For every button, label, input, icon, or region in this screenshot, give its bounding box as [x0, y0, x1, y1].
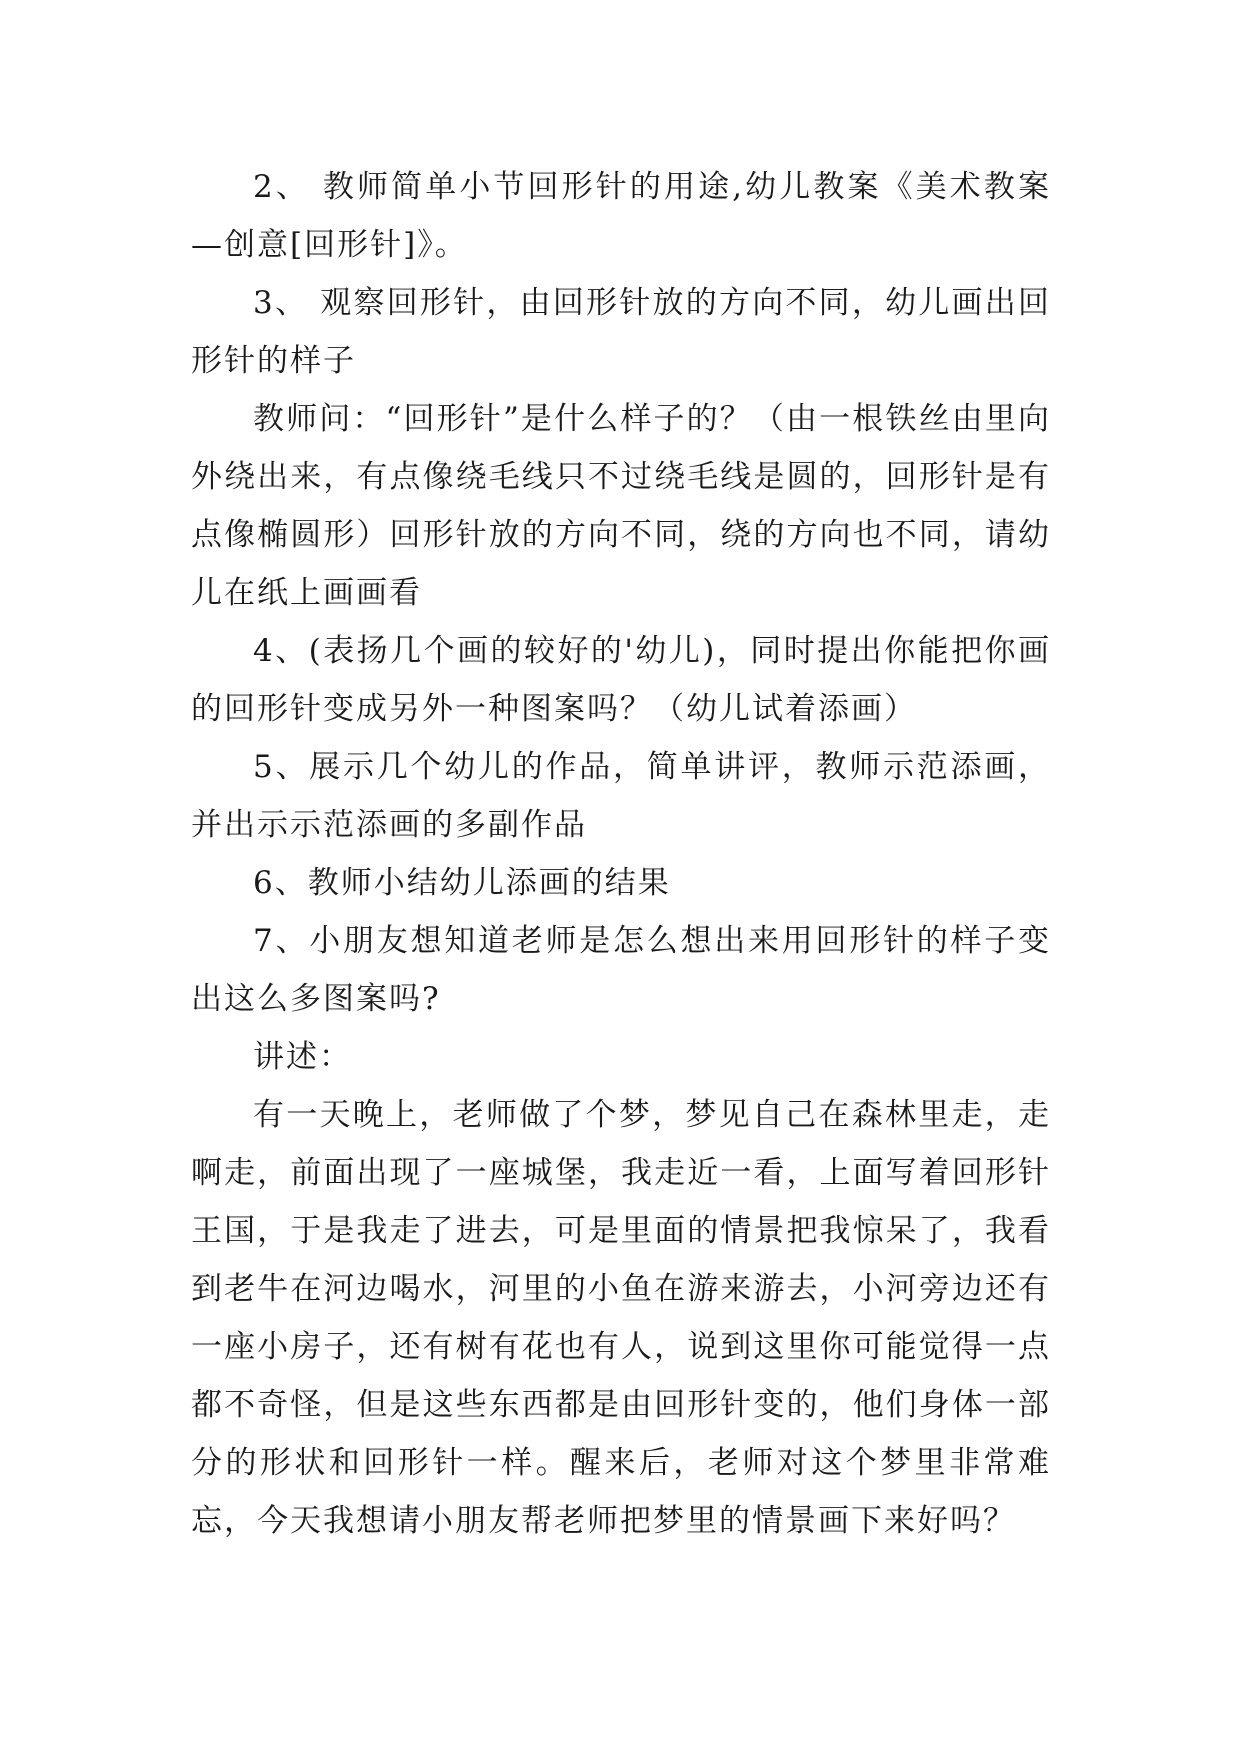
paragraph-step-3: 3、 观察回形针，由回形针放的方向不同，幼儿画出回形针的样子	[191, 285, 1051, 379]
paragraph-step-4: 4、(表扬几个画的较好的'幼儿)，同时提出你能把你画的回形针变成另外一种图案吗？（幼儿试着添画）	[191, 633, 1051, 727]
paragraph-step-7: 7、小朋友想知道老师是怎么想出来用回形针的样子变出这么多图案吗?	[191, 923, 1051, 1017]
document-body	[191, 158, 1051, 1550]
paragraph-step-6: 6、教师小结幼儿添画的结果	[253, 865, 671, 901]
paragraph-narration-heading: 讲述：	[253, 1039, 352, 1075]
paragraph-teacher-question: 教师问：“回形针”是什么样子的？（由一根铁丝由里向外绕出来，有点像绕毛线只不过绕毛线是圆的，回形针是有点像椭圆形）回形针放的方向不同，绕的方向也不同，请幼儿在纸上画画看	[191, 401, 1051, 611]
paragraph-step-2: 2、 教师简单小节回形针的用途,幼儿教案《美术教案—创意[回形针]》。	[191, 169, 1051, 263]
paragraph-story: 有一天晚上，老师做了个梦，梦见自己在森林里走，走啊走，前面出现了一座城堡，我走近一看，上面写着回形针王国，于是我走了进去，可是里面的情景把我惊呆了，我看到老牛在河边喝水，河里的小鱼在游来游去，小河旁边还有一座小房子，还有树有花也有人，说到这里你可能觉得一点都不奇怪，但是这些东西都是由回形针变的，他们身体一部分的形状和回形针一样。醒来后，老师对这个梦里非常难忘，今天我想请小朋友帮老师把梦里的情景画下来好吗？	[191, 1097, 1051, 1539]
paragraph-step-5: 5、展示几个幼儿的作品，简单讲评，教师示范添画，并出示示范添画的多副作品	[191, 749, 1051, 843]
